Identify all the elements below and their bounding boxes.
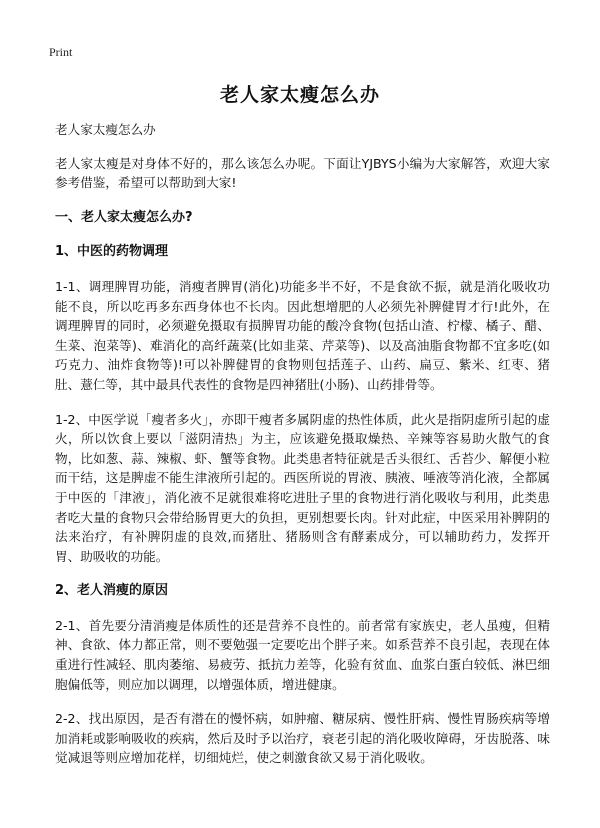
- print-label: Print: [49, 45, 73, 59]
- intro-paragraph: 老人家太瘦是对身体不好的，那么该怎么办呢。下面让YJBYS小编为大家解答，欢迎大家参考借鉴，希望可以帮助到大家!: [55, 155, 550, 191]
- paragraph-2-1: 2-1、首先要分清消瘦是体质性的还是营养不良性的。前者常有家族史，老人虽瘦，但精神、食欲、体力都正常，则不要勉强一定要吃出个胖子来。如系营养不良引起，表现在体重进行性减轻、肌肉萎缩、易疲劳、抵抗力差等，化验有贫血、血浆白蛋白较低、淋巴细胞偏低等，则应加以调理，以增强体质，增进健康。: [55, 617, 550, 692]
- article-body: [55, 120, 550, 783]
- page-title: 老人家太瘦怎么办: [219, 84, 380, 106]
- article-subtitle: 老人家太瘦怎么办: [55, 122, 156, 137]
- section-heading-1: 一、老人家太瘦怎么办?: [55, 209, 193, 225]
- paragraph-1-2: 1-2、中医学说「瘦者多火」，亦即干瘦者多属阴虚的热性体质，此火是指阴虚所引起的虚火，所以饮食上要以「滋阴清热」为主，应该避免摄取燥热、辛辣等容易助火散气的食物，比如葱、蒜、辣椒、虾、蟹等食物。此类患者特征就是舌头很红、舌苔少、解便小粒而干结，这是脾虚不能生津液所引起的。西医所说的胃液、胰液、唾液等消化液，全都属于中医的「津液」，消化液不足就很难将吃进肚子里的食物进行消化吸收与利用，此类患者吃大量的食物只会带给肠胃更大的负担，更别想要长肉。针对此症，中医采用补脾阴的法来治疗，有补脾阴虚的良效,而猪肚、猪肠则含有酵素成分，可以辅助药力，发挥开胃、助吸收的功能。: [55, 411, 550, 564]
- subsection-heading-1: 1、中医的药物调理: [55, 244, 169, 260]
- paragraph-2-2: 2-2、找出原因，是否有潜在的慢怀病，如肿瘤、糖尿病、慢性肝病、慢性胃肠疾病等增加消耗或影响吸收的疾病，然后及时予以治疗，衰老引起的消化吸收障碍，牙齿脱落、味觉减退等则应增加花样，切细炖烂，使之刺激食欲又易于消化吸收。: [55, 711, 550, 766]
- subsection-heading-2: 2、老人消瘦的原因: [55, 583, 169, 599]
- paragraph-1-1: 1-1、调理脾胃功能，消瘦者脾胃(消化)功能多半不好，不是食欲不振，就是消化吸收功能不良，所以吃再多东西身体也不长肉。因此想增肥的人必须先补脾健胃才行!此外，在调理脾胃的同时，必须避免摄取有损脾胃功能的酸冷食物(包括山渣、柠檬、橘子、醋、生菜、泡菜等)、难消化的高纤蔬菜(比如韭菜、芹菜等)、以及高油脂食物都不宜多吃(如巧克力、油炸食物等)!可以补脾健胃的食物则包括莲子、山药、扁豆、紫米、红枣、猪肚、薏仁等，其中最具代表性的食物是四神猪肚(小肠)、山药排骨等。: [55, 278, 550, 392]
